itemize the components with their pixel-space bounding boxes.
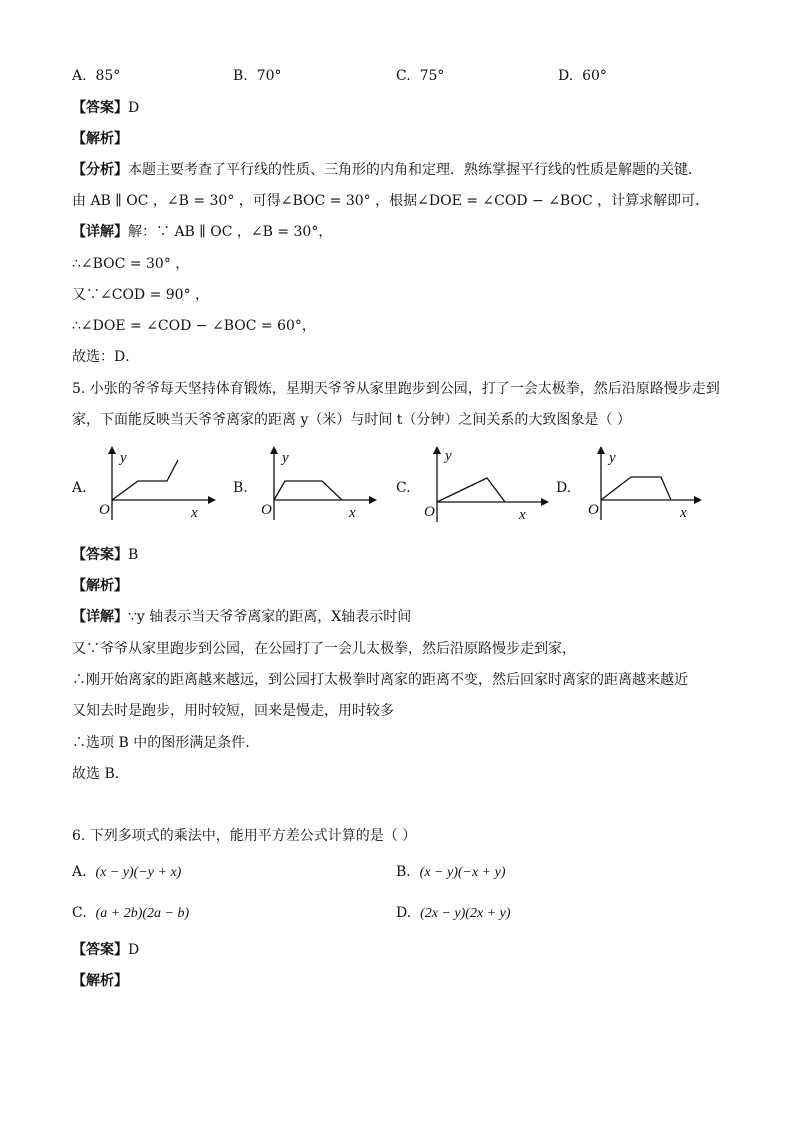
q5-stem-line-2: 家，下面能反映当天爷爷离家的距离 y（米）与时间 t（分钟）之间关系的大致图象是（ ） bbox=[72, 412, 631, 428]
q4-answer: 【答案】D bbox=[72, 100, 140, 116]
graph-d-x-label: x bbox=[680, 505, 687, 521]
q4-fenxi-line2: 由 AB ∥ OC ，∠B = 30° ，可得∠BOC = 30° ，根据∠DOE = ∠COD − ∠BOC ，计算求解即可． bbox=[72, 193, 710, 209]
q5-detail-line-2: 又∵爷爷从家里跑步到公园，在公园打了一会儿太极拳，然后沿原路慢步走到家， bbox=[72, 641, 576, 657]
graph-b-x-label: x bbox=[349, 505, 356, 521]
graph-a-y-label: y bbox=[120, 450, 127, 466]
graph-c-x-label: x bbox=[519, 507, 526, 523]
graph-a-origin-label: O bbox=[99, 502, 110, 518]
q5-detail-line-5: ∴选项 B 中的图形满足条件. bbox=[72, 735, 250, 751]
graph-a-label: A. bbox=[72, 480, 87, 496]
q5-detail-line-4: 又知去时是跑步，用时较短，回来是慢走，用时较多 bbox=[72, 703, 394, 719]
q6-stem: 6. 下列多项式的乘法中，能用平方差公式计算的是（ ） bbox=[72, 828, 417, 844]
q4-detail-line-4: ∴∠DOE = ∠COD − ∠BOC = 60°， bbox=[72, 318, 316, 334]
q4-fenxi: 【分析】本题主要考查了平行线的性质、三角形的内角和定理．熟练掌握平行线的性质是解题的关键． bbox=[72, 162, 702, 178]
q5-detail-line-1: 【详解】∵y 轴表示当天爷爷离家的距离，X轴表示时间 bbox=[72, 609, 412, 625]
q4-detail-line-5: 故选：D． bbox=[72, 349, 140, 365]
q4-option-a: A. 85° bbox=[72, 68, 121, 84]
graph-a-x-label: x bbox=[191, 505, 198, 521]
q6-option-b: B. (x − y)(−x + y) bbox=[396, 864, 506, 880]
graph-b-y-label: y bbox=[282, 450, 289, 466]
q5-detail-line-3: ∴刚开始离家的距离越来越远，到公园打太极拳时离家的距离不变，然后回家时离家的距离越来越近 bbox=[72, 672, 688, 688]
q4-analysis-heading: 【解析】 bbox=[72, 131, 128, 147]
graph-d-label: D. bbox=[556, 480, 572, 496]
q6-option-c: C. (a + 2b)(2a − b) bbox=[72, 905, 190, 921]
graph-b bbox=[252, 440, 382, 525]
q6-analysis-heading: 【解析】 bbox=[72, 973, 128, 989]
graph-c-y-label: y bbox=[445, 448, 452, 464]
graph-c-origin-label: O bbox=[424, 504, 435, 520]
q6-answer: 【答案】D bbox=[72, 942, 140, 958]
q4-option-c: C. 75° bbox=[396, 68, 445, 84]
graph-b-origin-label: O bbox=[261, 502, 272, 518]
q5-answer: 【答案】B bbox=[72, 547, 139, 563]
graph-c bbox=[415, 440, 555, 525]
q4-detail-line-2: ∴∠BOC = 30° ， bbox=[72, 256, 190, 272]
q4-detail-line-1: 【详解】解：∵ AB ∥ OC ，∠B = 30°， bbox=[72, 224, 333, 240]
q5-detail-line-6: 故选 B. bbox=[72, 766, 120, 782]
q5-analysis-heading: 【解析】 bbox=[72, 578, 128, 594]
graph-d-origin-label: O bbox=[588, 502, 599, 518]
graph-d-y-label: y bbox=[609, 450, 616, 466]
q6-option-d: D. (2x − y)(2x + y) bbox=[396, 905, 511, 921]
q5-stem-line-1: 5. 小张的爷爷每天坚持体育锻炼，星期天爷爷从家里跑步到公园，打了一会太极拳，然后沿原路慢步走到 bbox=[72, 381, 720, 397]
graph-c-label: C. bbox=[396, 480, 411, 496]
q4-option-b: B. 70° bbox=[233, 68, 282, 84]
graph-a bbox=[90, 440, 220, 525]
graph-b-label: B. bbox=[233, 480, 248, 496]
q6-option-a: A. (x − y)(−y + x) bbox=[72, 864, 182, 880]
q4-detail-line-3: 又∵∠COD = 90° ， bbox=[72, 287, 210, 303]
graph-d bbox=[579, 440, 709, 525]
q4-option-d: D. 60° bbox=[558, 68, 607, 84]
